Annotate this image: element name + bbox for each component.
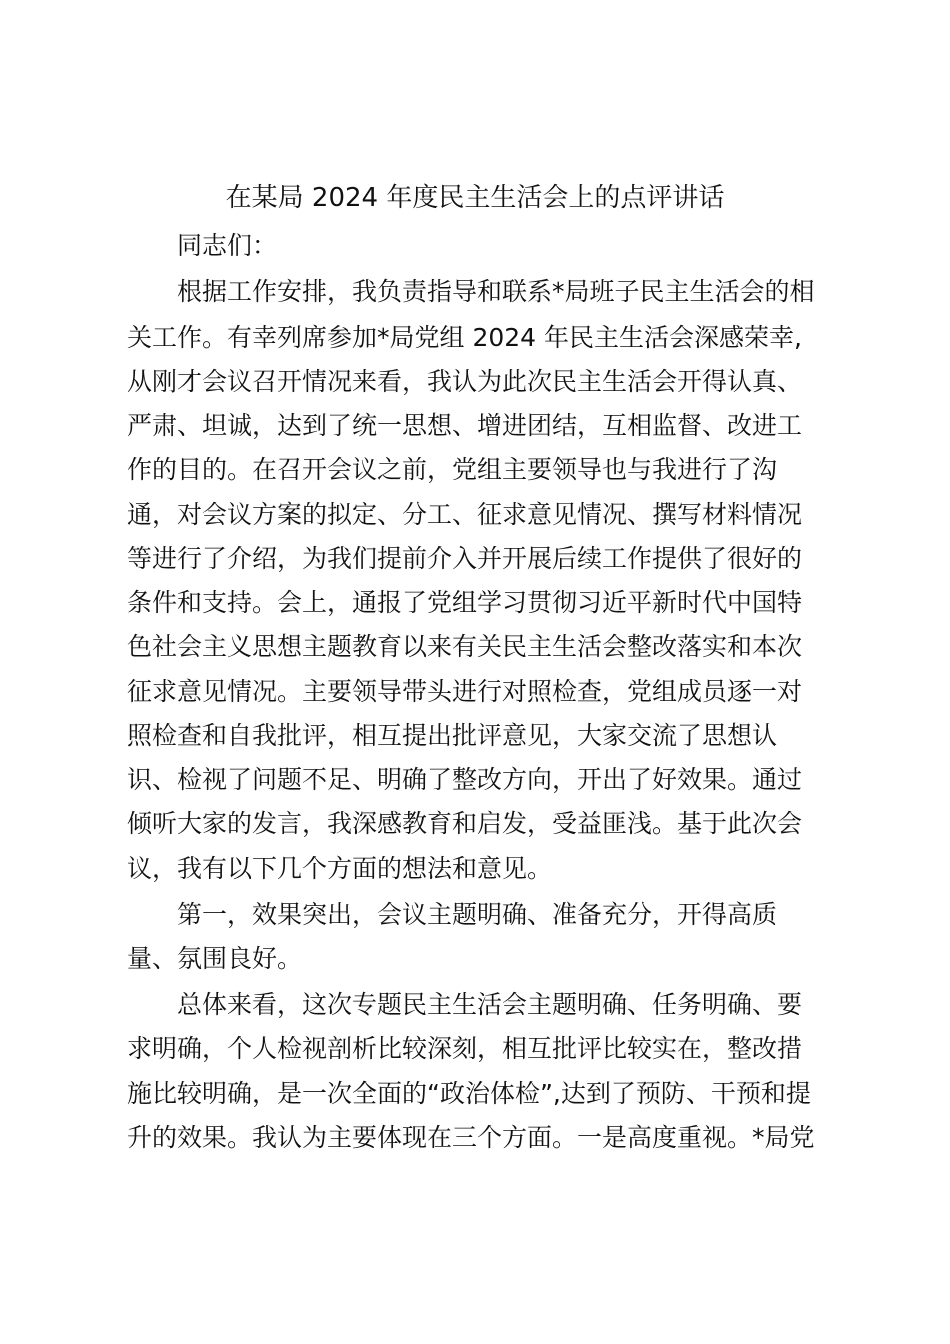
body-line: 施比较明确，是一次全面的“政治体检”,达到了预防、干预和提 xyxy=(127,1079,811,1108)
document-title: 在某局 2024 年度民主生活会上的点评讲话 xyxy=(225,183,725,213)
body-line: 征求意见情况。主要领导带头进行对照检查，党组成员逐一对 xyxy=(127,677,803,706)
body-line: 照检查和自我批评，相互提出批评意见，大家交流了思想认 xyxy=(127,721,778,750)
body-line: 条件和支持。会上，通报了党组学习贯彻习近平新时代中国特 xyxy=(127,588,803,617)
body-line: 严肃、坦诚，达到了统一思想、增进团结，互相监督、改进工 xyxy=(127,411,803,440)
body-line: 作的目的。在召开会议之前，党组主要领导也与我进行了沟 xyxy=(127,455,778,484)
salutation: 同志们： xyxy=(177,231,278,260)
body-line: 通，对会议方案的拟定、分工、征求意见情况、撰写材料情况 xyxy=(127,500,803,529)
body-line: 议，我有以下几个方面的想法和意见。 xyxy=(127,854,553,883)
body-line: 总体来看，这次专题民主生活会主题明确、任务明确、要 xyxy=(177,990,803,1019)
body-line: 色社会主义思想主题教育以来有关民主生活会整改落实和本次 xyxy=(127,632,803,661)
body-line: 求明确，个人检视剖析比较深刻，相互批评比较实在，整改措 xyxy=(127,1034,803,1063)
body-line: 升的效果。我认为主要体现在三个方面。一是高度重视。*局党 xyxy=(127,1123,815,1152)
body-line: 根据工作安排，我负责指导和联系*局班子民主生活会的相 xyxy=(177,277,815,306)
body-line: 关工作。有幸列席参加*局党组 2024 年民主生活会深感荣幸, xyxy=(127,323,802,352)
section-heading-line: 第一，效果突出，会议主题明确、准备充分，开得高质 xyxy=(177,900,778,929)
body-line: 等进行了介绍，为我们提前介入并开展后续工作提供了很好的 xyxy=(127,544,803,573)
section-heading-line: 量、氛围良好。 xyxy=(127,944,303,973)
body-line: 倾听大家的发言，我深感教育和启发，受益匪浅。基于此次会 xyxy=(127,809,803,838)
body-line: 从刚才会议召开情况来看，我认为此次民主生活会开得认真、 xyxy=(127,367,803,396)
body-line: 识、检视了问题不足、明确了整改方向，开出了好效果。通过 xyxy=(127,765,803,794)
